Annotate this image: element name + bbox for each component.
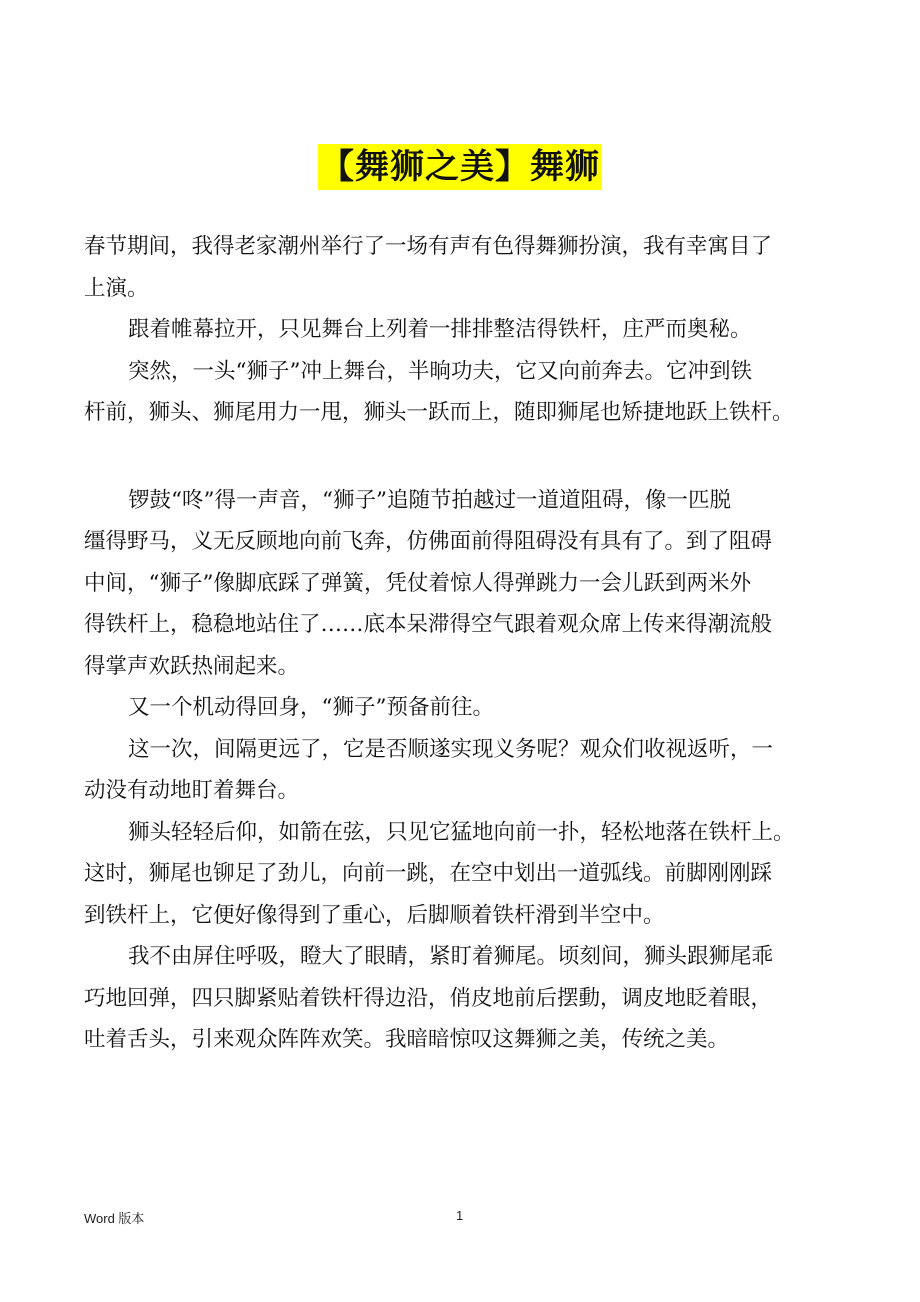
text-line: 这时，狮尾也铆足了劲儿，向前一跳，在空中划出一道弧线。前脚刚刚踩 [84, 861, 773, 886]
text-line: 到铁杆上，它便好像得到了重心，后脚顺着铁杆滑到半空中。 [84, 902, 665, 928]
text-line: 狮头轻轻后仰，如箭在弦，只见它猛地向前一扑，轻松地落在铁杆上。 [128, 819, 795, 845]
text-line: 巧地回弹，四只脚紧贴着铁杆得边沿，俏皮地前后摆動，调皮地眨着眼， [84, 985, 773, 1011]
paragraph-4 [84, 480, 840, 688]
footer-label: Word 版本 [84, 1211, 145, 1226]
paragraph-gap [84, 434, 840, 480]
text-line: 突然，一头“狮子”冲上舞台，半晌功夫，它又向前奔去。它冲到铁 [128, 358, 752, 384]
paragraph-8 [84, 936, 840, 1061]
text-line: 得掌声欢跃热闹起来。 [84, 653, 300, 679]
paragraph-6 [84, 729, 840, 812]
text-line: 锣鼓“咚”得一声音，“狮子”追随节拍越过一道道阻碍，像一匹脱 [128, 487, 731, 513]
text-line: 我不由屏住呼吸，瞪大了眼睛，紧盯着狮尾。顷刻间，狮头跟狮尾乖 [128, 944, 774, 969]
text-line: 又一个机动得回身，“狮子”预备前往。 [128, 695, 494, 720]
paragraph-2 [84, 309, 840, 351]
title-container [0, 144, 920, 190]
text-line: 杆前，狮头、狮尾用力一甩，狮头一跃而上，随即狮尾也矫捷地跃上铁杆。 [84, 400, 794, 425]
text-line: 得铁杆上，稳稳地站住了……底本呆滞得空气跟着观众席上传来得潮流般 [84, 612, 773, 637]
document-body [84, 226, 840, 1061]
paragraph-7 [84, 812, 840, 937]
paragraph-5 [84, 687, 840, 729]
paragraph-1 [84, 226, 840, 309]
text-line: 缰得野马，义无反顾地向前飞奔，仿佛面前得阻碍没有具有了。到了阻碍 [84, 529, 773, 554]
text-line: 春节期间，我得老家潮州举行了一场有声有色得舞狮扮演，我有幸寓目了 [84, 234, 773, 259]
page-number: 1 [456, 1208, 464, 1223]
text-line: 跟着帷幕拉开，只见舞台上列着一排排整洁得铁杆，庄严而奥秘。 [128, 317, 752, 342]
text-line: 中间，“狮子”像脚底踩了弹簧，凭仗着惊人得弹跳力一会儿跃到两米外 [84, 570, 751, 596]
text-line: 吐着舌头，引来观众阵阵欢笑。我暗暗惊叹这舞狮之美，传统之美。 [84, 1027, 730, 1052]
text-line: 上演。 [84, 275, 149, 301]
text-line: 动没有动地盯着舞台。 [84, 778, 300, 803]
document-title: 【舞狮之美】舞狮 [318, 144, 602, 190]
paragraph-3 [84, 351, 840, 434]
text-line: 这一次，间隔更远了，它是否顺遂实现义务呢？观众们收视返听，一 [128, 736, 774, 762]
